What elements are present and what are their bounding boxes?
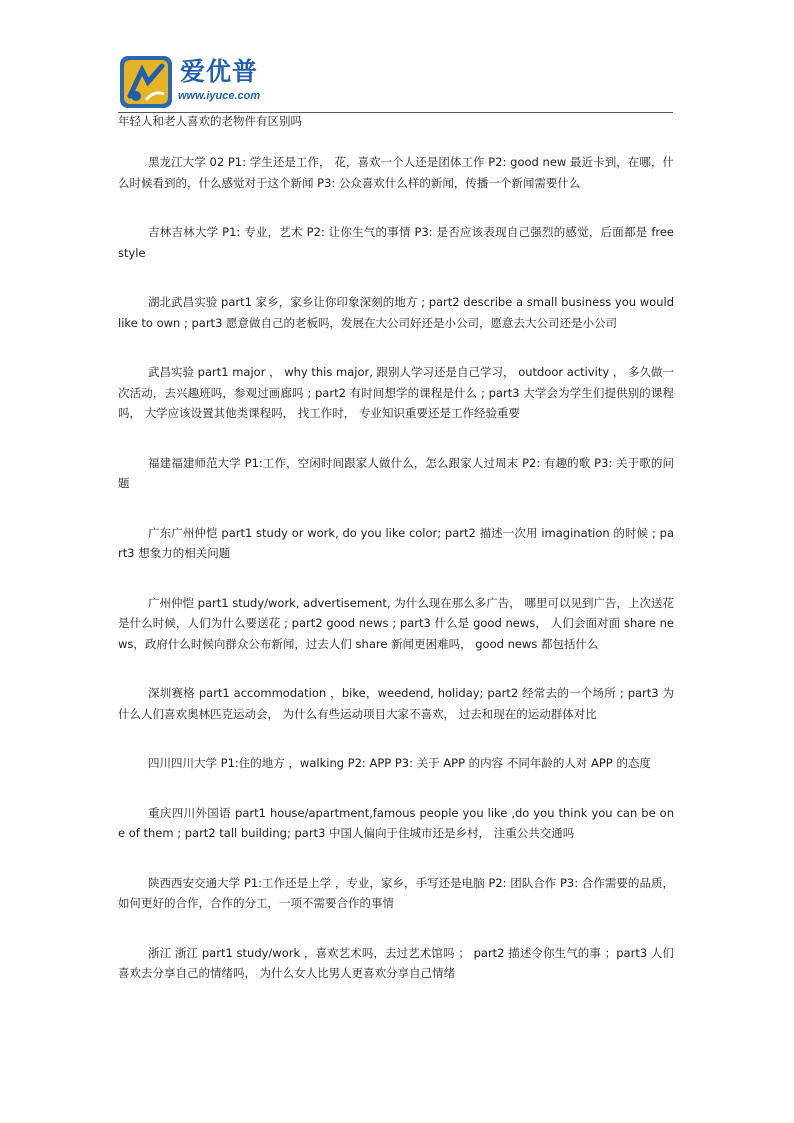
entry-hubei-wuchang: 湖北武昌实验 part1 家乡，家乡让你印象深刻的地方 ; part2 describe a small business you would like to own ; part3 愿意做自己的老板吗，发展在大公司好还是小公司，愿意去大公司还是小公司 [118, 295, 674, 330]
entry-sichuan: 四川四川大学 P1:住的地方 ，walking P2: APP P3: 关于 APP 的内容 不同年龄的人对 APP 的态度 [148, 756, 651, 770]
page-header [118, 52, 673, 113]
entry-jilin: 吉林吉林大学 P1: 专业，艺术 P2: 让你生气的事情 P3: 是否应该表现自己强烈的感觉，后面都是 free style [118, 225, 674, 260]
entry-zhejiang: 浙江 浙江 part1 study/work ，喜欢艺术吗，去过艺术馆吗 ； part2 描述令你生气的事 ；part3 人们喜欢去分享自己的情绪吗， 为什么女人比男人更喜欢分享自己情绪 [118, 945, 674, 980]
entry-shenzhen: 深圳赛格 part1 accommodation ，bike，weedend, holiday; part2 经常去的一个场所 ; part3 为什么人们喜欢奥林匹克运动会， 为什么有些运动项目大家不喜欢， 过去和现在的运动群体对比 [118, 686, 674, 721]
entry-guangdong-zhongkai: 广东广州仲恺 part1 study or work, do you like color; part2 描述一次用 imagination 的时候 ; part3 想象力的相关问题 [118, 525, 674, 560]
entry-chongqing: 重庆四川外国语 part1 house/apartment,famous people you like ,do you think you can be one of them ; part2 tall building; part3 中国人偏向于住城市还是乡村， 注重公共交通吗 [118, 805, 674, 840]
entry-fujian: 福建福建师范大学 P1:工作，空闲时间跟家人做什么，怎么跟家人过周末 P2: 有趣的歌 P3: 关于歌的问题 [118, 455, 674, 490]
entry-guangzhou-zhongkai: 广州仲恺 part1 study/work, advertisement, 为什么现在那么多广告， 哪里可以见到广告，上次送花是什么时候，人们为什么要送花 ; part2 good news ; part3 什么是 good news， 人们会面对面 share news，政府什么时候向群众公布新闻，过去人们 share 新闻更困难吗， good news 都包括什么 [118, 595, 674, 651]
logo-text: 爱优普 [180, 57, 259, 86]
logo-url: www.iyuce.com [178, 90, 261, 102]
logo-icon [120, 56, 172, 108]
document-body [118, 152, 674, 1013]
entry-wuchang: 武昌实验 part1 major ， why this major, 跟别人学习还是自己学习， outdoor activity ， 多久做一次活动，去兴趣班吗，参观过画廊吗 ; part2 有时间想学的课程是什么 ; part3 大学会为学生们提供别的课程吗， 大学应该设置其他类课程吗， 找工作时， 专业知识重要还是工作经验重要 [118, 365, 674, 420]
entry-heilongjiang: 黑龙江大学 02 P1: 学生还是工作， 花，喜欢一个人还是团体工作 P2: good new 最近卡到，在哪，什么时候看到的，什么感觉对于这个新闻 P3: 公众喜欢什么样的新闻，传播一个新闻需要什么 [118, 155, 674, 190]
entry-shaanxi: 陕西西安交通大学 P1:工作还是上学 ，专业，家乡，手写还是电脑 P2: 团队合作 P3: 合作需要的品质，如何更好的合作，合作的分工，一项不需要合作的事情 [118, 875, 674, 910]
document-title: 年轻人和老人喜欢的老物件有区别吗 [118, 114, 302, 128]
